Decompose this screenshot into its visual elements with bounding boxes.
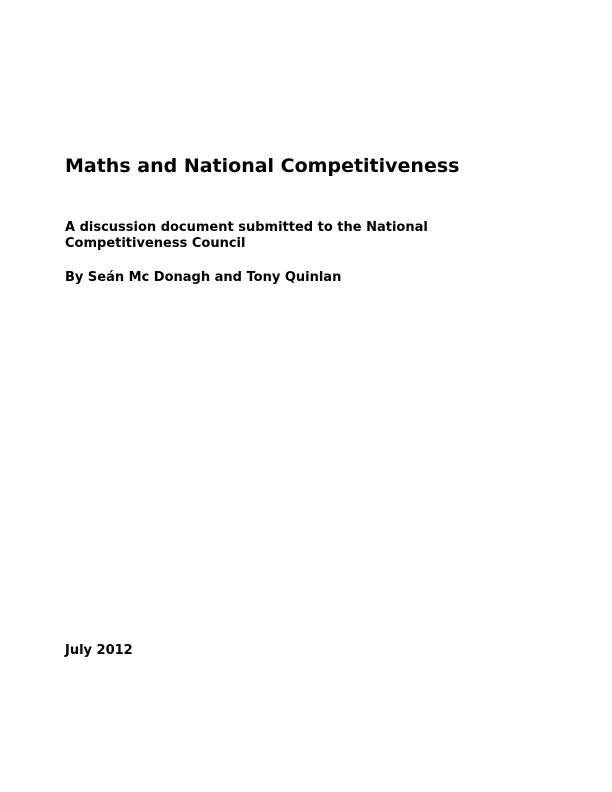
document-authors: By Seán Mc Donagh and Tony Quinlan xyxy=(65,270,342,285)
document-title: Maths and National Competitiveness xyxy=(65,155,460,177)
document-subtitle: A discussion document submitted to the National Competitiveness Council xyxy=(65,220,428,251)
document-date: July 2012 xyxy=(65,643,133,658)
